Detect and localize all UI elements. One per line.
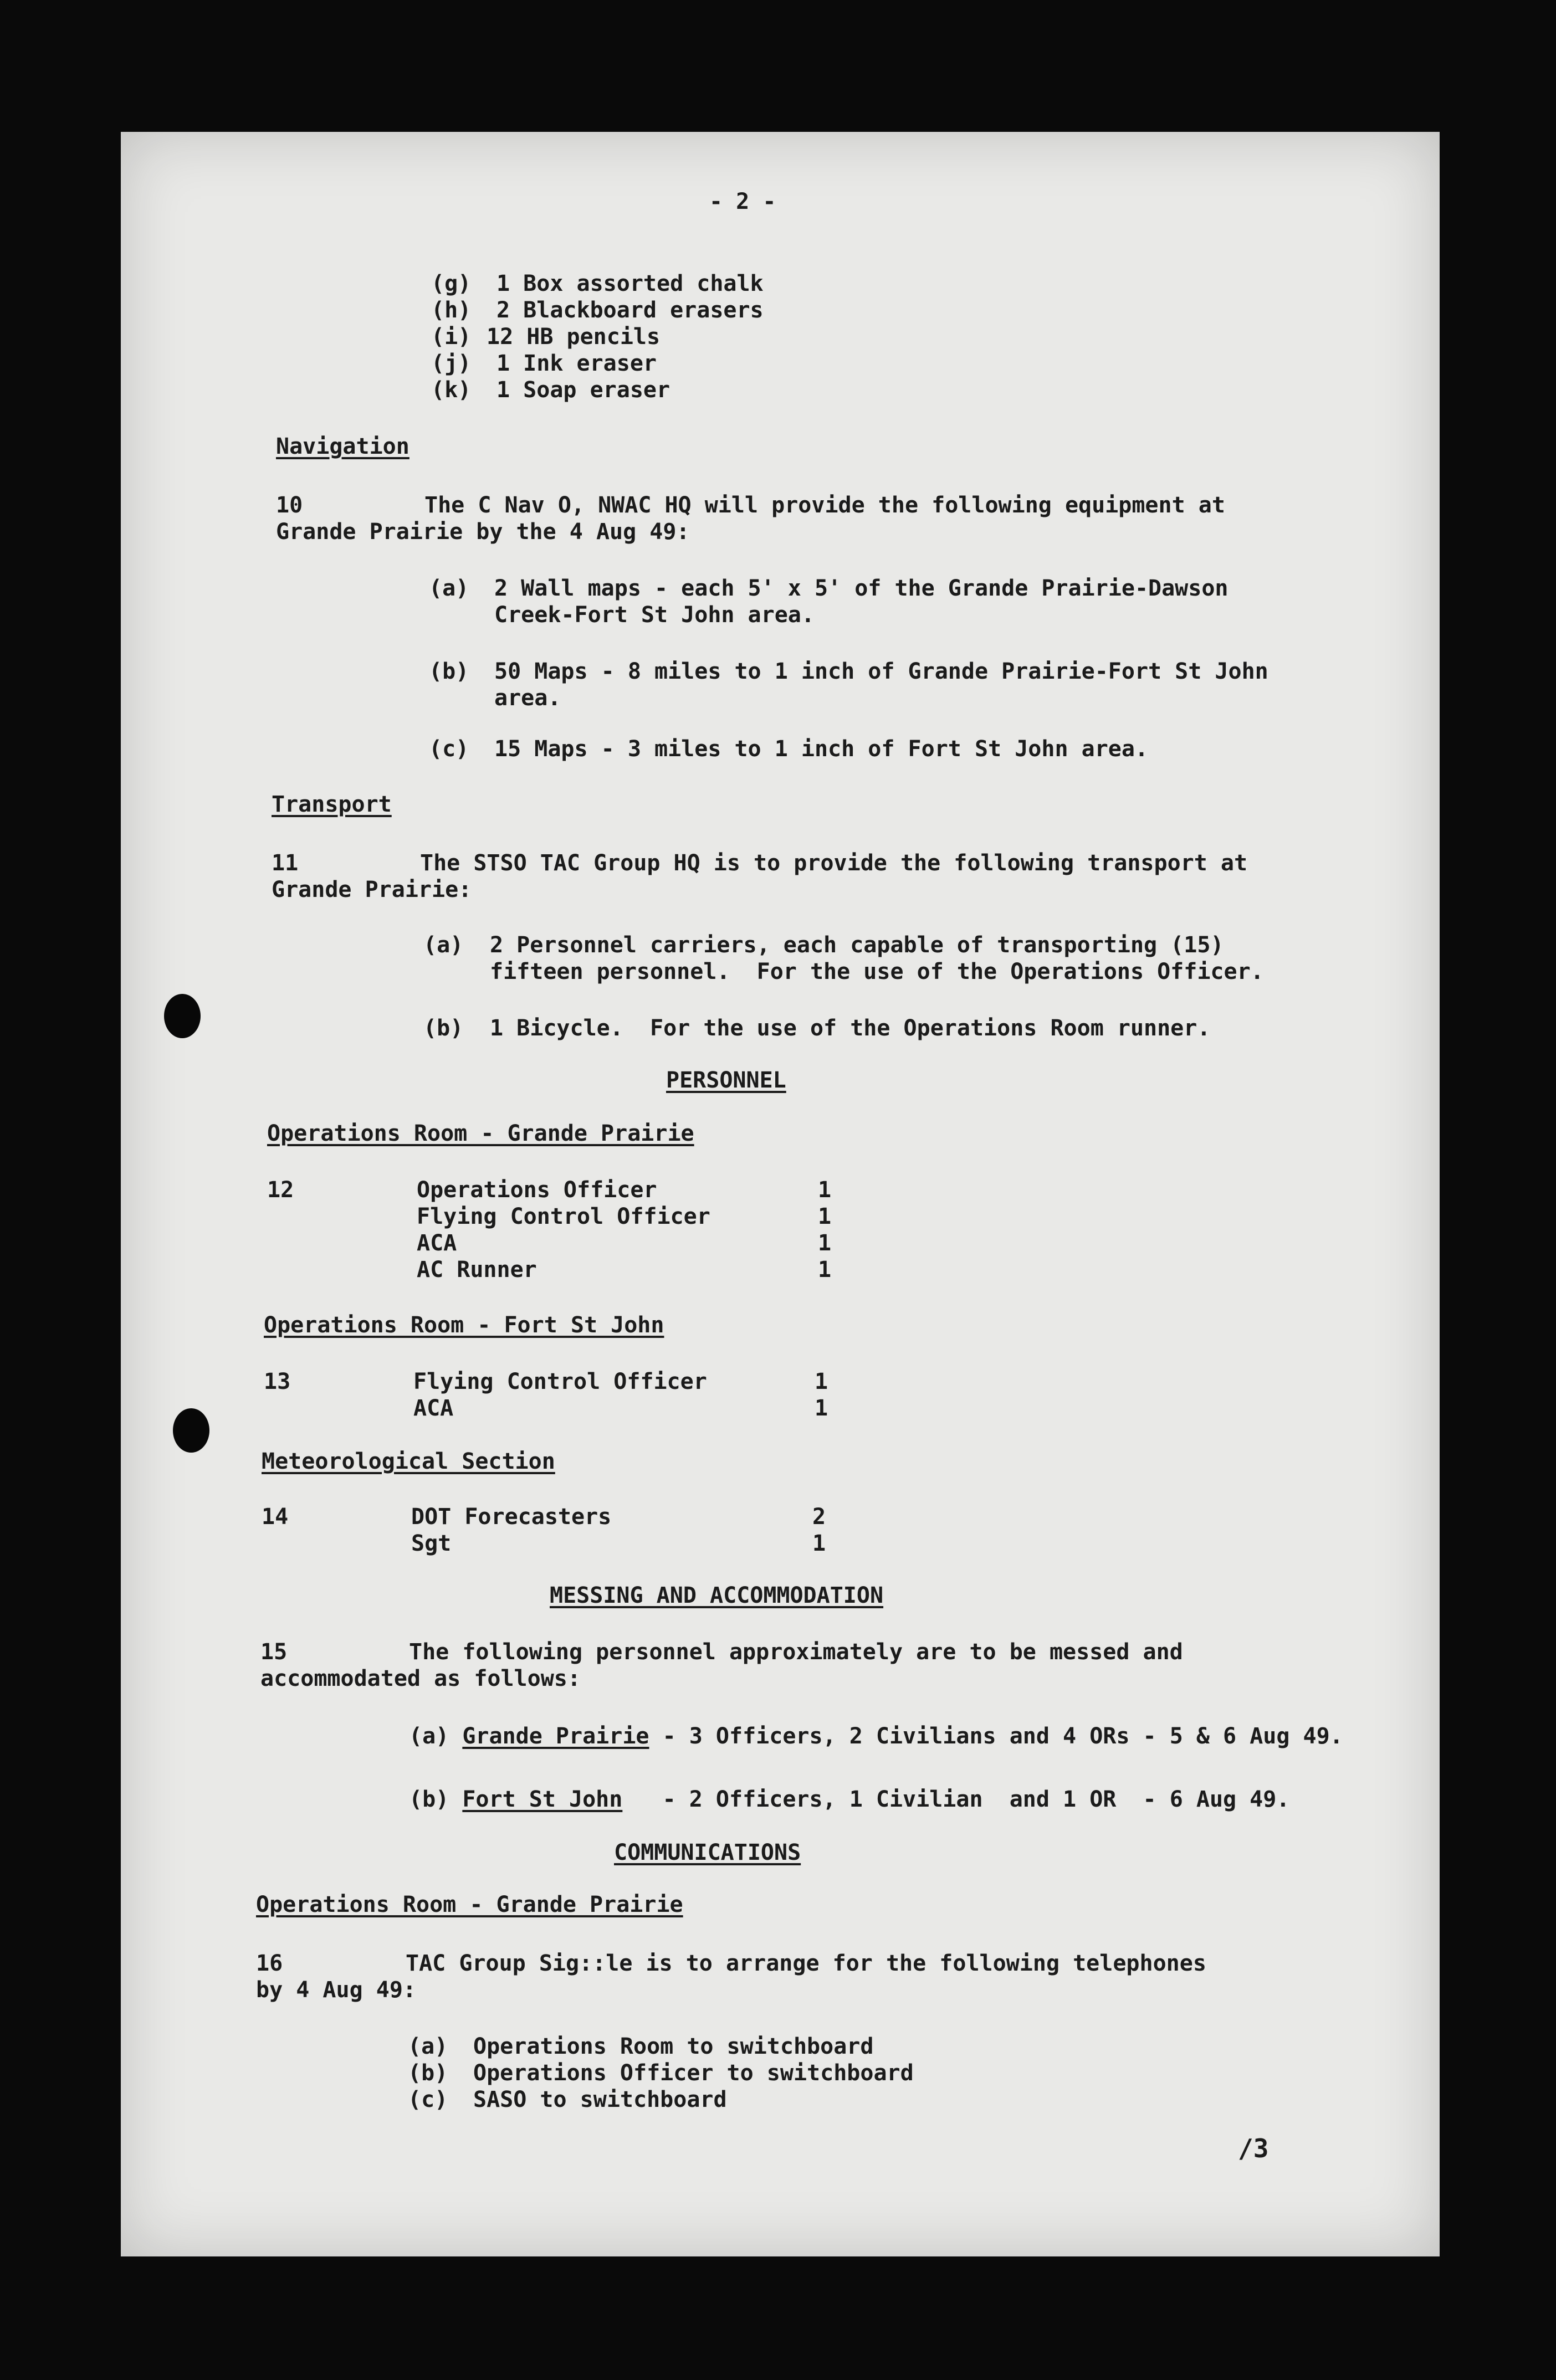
paragraph-text: accommodated as follows:: [260, 1666, 581, 1691]
personnel-count: 1: [818, 1177, 832, 1203]
personnel-role: ACA: [413, 1396, 454, 1421]
subsection-heading: Operations Room - Grande Prairie: [267, 1121, 694, 1146]
list-item-text: 1 Soap eraser: [497, 377, 670, 403]
paragraph-number: 11: [272, 850, 299, 876]
paragraph-text: The STSO TAC Group HQ is to provide the following transport at: [420, 850, 1248, 876]
item-text: 2 Personnel carriers, each capable of transporting (15): [490, 932, 1224, 958]
item-key: (a): [423, 932, 464, 958]
item-text: SASO to switchboard: [473, 2087, 727, 2112]
paragraph-number: 10: [276, 493, 303, 518]
paragraph-number: 12: [267, 1177, 294, 1203]
personnel-role: Flying Control Officer: [417, 1204, 710, 1229]
item-text: 2 Wall maps - each 5' x 5' of the Grande Prairie-Dawson: [494, 576, 1229, 601]
personnel-count: 1: [815, 1369, 828, 1394]
document-page: [121, 132, 1440, 2256]
personnel-count: 1: [812, 1531, 826, 1556]
place-name: Grande Prairie: [462, 1724, 649, 1749]
section-heading-transport: Transport: [272, 792, 392, 817]
item-text: 15 Maps - 3 miles to 1 inch of Fort St John area.: [494, 736, 1149, 762]
paragraph-number: 15: [260, 1639, 288, 1665]
item-text: Operations Officer to switchboard: [473, 2060, 914, 2086]
item-key: (b): [408, 2060, 448, 2086]
punch-hole: [164, 994, 201, 1038]
personnel-count: 1: [818, 1204, 832, 1229]
item-text: 50 Maps - 8 miles to 1 inch of Grande Prairie-Fort St John: [494, 659, 1268, 684]
list-item-text: 12 HB pencils: [487, 324, 661, 350]
item-key: (a): [408, 2034, 448, 2059]
item-key: (a) Grande Prairie - 3 Officers, 2 Civilians and 4 ORs - 5 & 6 Aug 49.: [409, 1724, 1343, 1749]
paragraph-number: 16: [256, 1951, 283, 1976]
item-key: (b): [429, 659, 469, 684]
item-key: (a): [429, 576, 469, 601]
personnel-count: 1: [815, 1396, 828, 1421]
personnel-count: 1: [818, 1257, 832, 1283]
item-text: fifteen personnel. For the use of the Operations Officer.: [490, 959, 1264, 984]
list-item-key: (k): [431, 377, 472, 403]
personnel-role: DOT Forecasters: [411, 1504, 612, 1530]
place-name: Fort St John: [462, 1787, 623, 1812]
paragraph-number: 14: [262, 1504, 289, 1530]
subsection-heading: Operations Room - Grande Prairie: [256, 1892, 683, 1917]
personnel-role: Sgt: [411, 1531, 452, 1556]
item-key: (b): [423, 1015, 464, 1041]
page-number: - 2 -: [709, 189, 776, 214]
paragraph-text: The C Nav O, NWAC HQ will provide the following equipment at: [424, 493, 1225, 518]
list-item-key: (h): [431, 298, 472, 323]
list-item-text: 2 Blackboard erasers: [497, 298, 764, 323]
subsection-heading: Meteorological Section: [262, 1449, 555, 1474]
list-item-key: (j): [431, 351, 472, 376]
item-text: Creek-Fort St John area.: [494, 602, 815, 628]
personnel-role: Operations Officer: [417, 1177, 657, 1203]
list-item-key: (g): [431, 271, 472, 296]
paragraph-text: Grande Prairie:: [272, 877, 472, 902]
personnel-count: 2: [812, 1504, 826, 1530]
item-key: (c): [408, 2087, 448, 2112]
item-text: area.: [494, 685, 561, 711]
subsection-heading: Operations Room - Fort St John: [264, 1312, 664, 1338]
personnel-role: Flying Control Officer: [413, 1369, 707, 1394]
item-key: (c): [429, 736, 469, 762]
paragraph-text: by 4 Aug 49:: [256, 1977, 416, 2003]
section-heading-navigation: Navigation: [276, 434, 410, 459]
paragraph-number: 13: [264, 1369, 291, 1394]
item-key: (b) Fort St John - 2 Officers, 1 Civilian and 1 OR - 6 Aug 49.: [409, 1787, 1290, 1812]
section-heading-communications: COMMUNICATIONS: [614, 1840, 801, 1865]
item-text: 1 Bicycle. For the use of the Operations Room runner.: [490, 1015, 1211, 1041]
continuation-mark: /3: [1238, 2133, 1269, 2163]
personnel-count: 1: [818, 1230, 832, 1256]
section-heading-personnel: PERSONNEL: [666, 1068, 786, 1093]
section-heading-messing: MESSING AND ACCOMMODATION: [550, 1583, 884, 1608]
paragraph-text: Grande Prairie by the 4 Aug 49:: [276, 519, 690, 545]
paragraph-text: The following personnel approximately are to be messed and: [409, 1639, 1183, 1665]
paragraph-text: TAC Group Sig::le is to arrange for the following telephones: [406, 1951, 1206, 1976]
punch-hole: [173, 1408, 209, 1453]
item-text: Operations Room to switchboard: [473, 2034, 874, 2059]
list-item-text: 1 Box assorted chalk: [497, 271, 764, 296]
list-item-key: (i): [431, 324, 472, 350]
personnel-role: AC Runner: [417, 1257, 537, 1283]
personnel-role: ACA: [417, 1230, 457, 1256]
list-item-text: 1 Ink eraser: [497, 351, 657, 376]
